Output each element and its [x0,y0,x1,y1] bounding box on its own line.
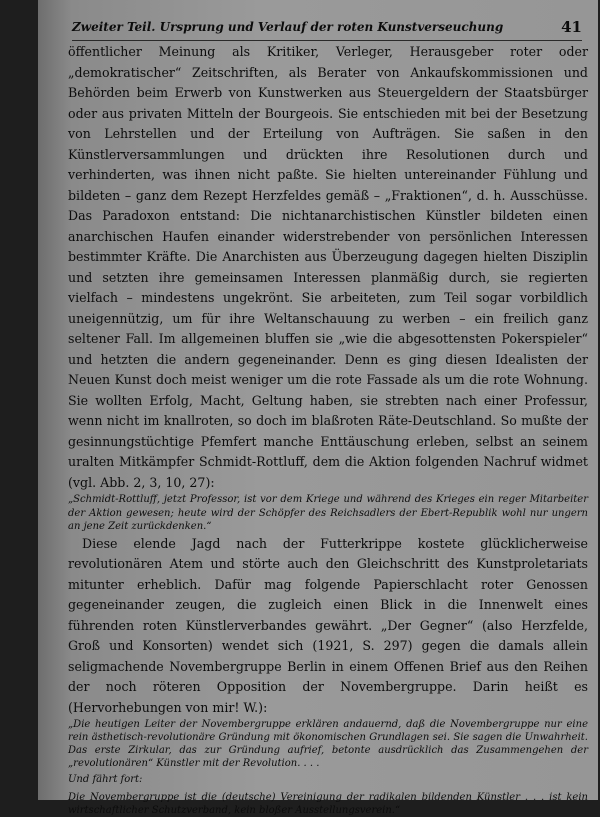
quote-novembergruppe-continued: Die Novembergruppe ist die (deutsche) Vereinigung der radikalen bildenden Künstler . . . ist kein wirtschaftlicher Schutzverband, kein bloßer Ausstellungsverein.“ [68,791,588,816]
quote-schmidt-rottluff: „Schmidt-Rottluff, jetzt Professor, ist vor dem Kriege und während des Krieges ein reger Mitarbeiter der Aktion gewesen; heute wird der Schöpfer des Reichsadlers der Ebert-Republik wohl nur ungern an jene Zeit zurückdenken.“ [68,494,588,532]
continuation-label: Und fährt fort: [68,774,143,785]
page-header [72,14,582,41]
page-number: 41 [561,18,582,36]
paragraph-1: öffentlicher Meinung als Kritiker, Verleger, Herausgeber roter oder „demokratischer“ Zeitschriften, als Berater von Ankaufskommissionen und Behörden beim Erwerb von Kunstwerken aus Steuergeldern der Staatsbürger oder aus privaten Mitteln der Bourgeois. Sie entschieden mit bei der Besetzung von Lehrstellen und der Erteilung von Aufträgen. Sie saßen in den Künstlerversammlungen und drückten ihre Resolutionen durch und verhinderten, was ihnen nicht paßte. Sie hielten untereinander Fühlung und bildeten – ganz dem Rezept Herzfeldes gemäß – „Fraktionen“, d. h. Ausschüsse. Das Paradoxon entstand: Die nichtanarchistischen Künstler bildeten einen anarchischen Haufen einander widerstrebender von persönlichen Interessen bestimmter Kräfte. Die Anarchisten aus Überzeugung dagegen hielten Disziplin und setzten ihre gemeinsamen Interessen planmäßig durch, sie regierten vielfach – mindestens ungekrönt. Sie arbeiteten, zum Teil sogar vorbildlich uneigennützig, um für ihre Weltanschauung zu werben – ein freilich ganz seltener Fall. Im allgemeinen bluffen sie „wie die abgesottensten Pokerspieler“ und hetzten die andern gegeneinander. Denn es ging diesen Idealisten der Neuen Kunst doch meist weniger um die rote Fassade als um die rote Wohnung. Sie wollten Erfolg, Macht, Geltung haben, sie strebten nach einer Professur, wenn nicht im knallroten, so doch im blaßroten Räte-Deutschland. So mußte der gesinnungstüchtige Pfemfert manche Enttäuschung erleben, selbst an seinem uralten Mitkämpfer Schmidt-Rottluff, dem die Aktion folgenden Nachruf widmet (vgl. Abb. 2, 3, 10, 27): [68,44,588,490]
paragraph-2: Diese elende Jagd nach der Futterkrippe kostete glücklicherweise revolutionären Atem und störte auch den Gleichschritt des Kunstproletariats mitunter erheblich. Dafür mag folgende Papierschlacht roter Genossen gegeneinander zeugen, die zugleich einen Blick in die Innenwelt eines führenden roten Künstlerverbandes gewährt. „Der Gegner“ (also Herzfelde, Groß und Konsorten) wendet sich (1921, S. 297) gegen die damals allein seligmachende Novembergruppe Berlin in einem Offenen Brief aus den Reihen der noch röteren Opposition der Novembergruppe. Darin heißt es (Hervorhebungen von mir! W.): [68,535,588,715]
page-body [68,42,588,817]
quote-novembergruppe: „Die heutigen Leiter der Novembergruppe erklären andauernd, daß die Novembergruppe nur eine rein ästhetisch-revolutionäre Gründung mit ökonomischen Grundlagen sei. Sie sagen die Unwahrheit. Das erste Zirkular, das zur Gründung aufrief, betonte ausdrücklich das Zusammengehen der „revolutionären“ Künstler mit der Revolution. . . . [68,719,588,769]
book-page [38,0,598,816]
running-title: Zweiter Teil. Ursprung und Verlauf der roten Kunstverseuchung [72,20,504,34]
